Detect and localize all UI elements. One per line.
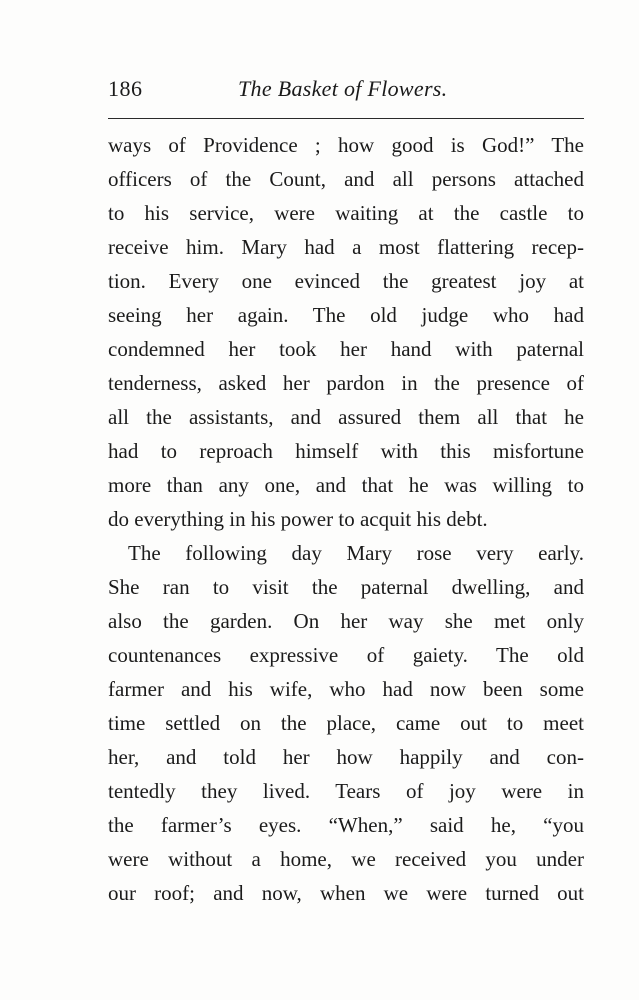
text-line: ways of Providence ; how good is God!” The xyxy=(108,133,584,157)
text-line: the farmer’s eyes. “When,” said he, “you xyxy=(108,813,584,837)
text-line: countenances expressive of gaiety. The old xyxy=(108,643,584,667)
text-line: She ran to visit the paternal dwelling, and xyxy=(108,575,584,599)
page-number: 186 xyxy=(108,76,143,101)
text-line: time settled on the place, came out to meet xyxy=(108,711,584,735)
text-line: tenderness, asked her pardon in the presence of xyxy=(108,371,584,395)
page-header xyxy=(108,72,586,106)
text-line: to his service, were waiting at the castle to xyxy=(108,201,584,225)
text-line: all the assistants, and assured them all that he xyxy=(108,405,584,429)
text-line: her, and told her how happily and con- xyxy=(108,745,584,769)
text-line: tentedly they lived. Tears of joy were in xyxy=(108,779,584,803)
text-line: do everything in his power to acquit his debt. xyxy=(108,507,488,531)
text-line: receive him. Mary had a most flattering recep- xyxy=(108,235,584,259)
body-text xyxy=(108,128,584,910)
text-line: tion. Every one evinced the greatest joy at xyxy=(108,269,584,293)
text-line: more than any one, and that he was willing to xyxy=(108,473,584,497)
running-title: The Basket of Flowers. xyxy=(238,76,448,101)
text-line: our roof; and now, when we were turned out xyxy=(108,881,584,905)
text-line: condemned her took her hand with paternal xyxy=(108,337,584,361)
header-rule xyxy=(108,118,584,119)
text-line: seeing her again. The old judge who had xyxy=(108,303,584,327)
text-line: farmer and his wife, who had now been some xyxy=(108,677,584,701)
text-line: also the garden. On her way she met only xyxy=(108,609,584,633)
text-line: The following day Mary rose very early. xyxy=(128,541,584,565)
text-line: had to reproach himself with this misfortune xyxy=(108,439,584,463)
text-line: were without a home, we received you under xyxy=(108,847,584,871)
text-line: officers of the Count, and all persons attached xyxy=(108,167,584,191)
